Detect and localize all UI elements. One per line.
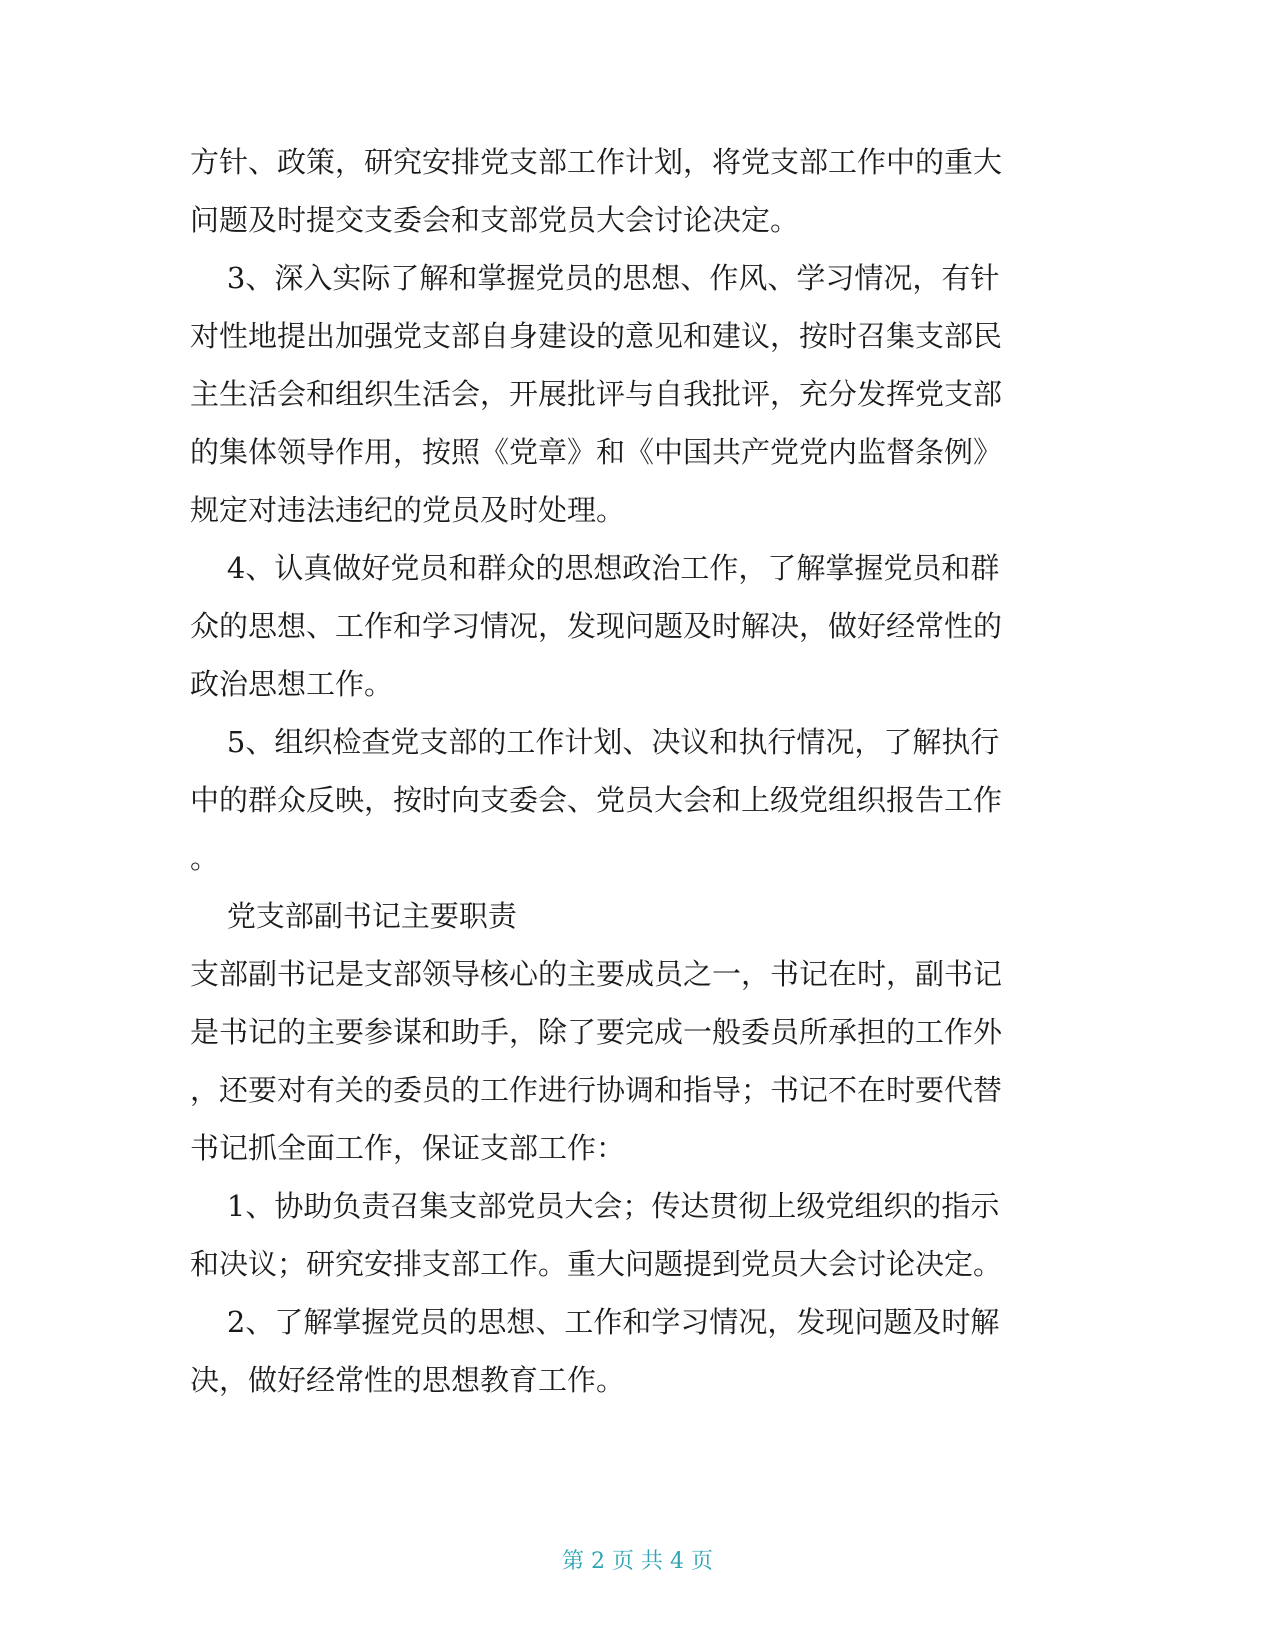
text-line: 书记抓全面工作，保证支部工作： bbox=[190, 1131, 626, 1165]
text-line: 决，做好经常性的思想教育工作。 bbox=[190, 1363, 626, 1397]
text-line: 支部副书记是支部领导核心的主要成员之一，书记在时，副书记 bbox=[190, 957, 1003, 991]
text-line: 对性地提出加强党支部自身建设的意见和建议，按时召集支部民 bbox=[190, 319, 1003, 353]
text-line: 和决议；研究安排支部工作。重大问题提到党员大会讨论决定。 bbox=[190, 1247, 1003, 1281]
page-number-footer: 第 2 页 共 4 页 bbox=[562, 1549, 713, 1574]
text-line: 中的群众反映，按时向支委会、党员大会和上级党组织报告工作 bbox=[190, 783, 1003, 817]
text-line: 方针、政策，研究安排党支部工作计划，将党支部工作中的重大 bbox=[190, 145, 1003, 179]
text-line: 4、认真做好党员和群众的思想政治工作，了解掌握党员和群 bbox=[190, 551, 1000, 585]
section-heading: 党支部副书记主要职责 bbox=[190, 899, 517, 933]
text-line: 众的思想、工作和学习情况，发现问题及时解决，做好经常性的 bbox=[190, 609, 1003, 643]
text-line: 是书记的主要参谋和助手，除了要完成一般委员所承担的工作外 bbox=[190, 1015, 1003, 1049]
text-line: 3、深入实际了解和掌握党员的思想、作风、学习情况，有针 bbox=[190, 261, 1000, 295]
text-line: 规定对违法违纪的党员及时处理。 bbox=[190, 493, 626, 527]
text-line: 2、了解掌握党员的思想、工作和学习情况，发现问题及时解 bbox=[190, 1305, 1000, 1339]
text-line: 问题及时提交支委会和支部党员大会讨论决定。 bbox=[190, 203, 800, 237]
text-line: 。 bbox=[190, 841, 220, 875]
text-line: 的集体领导作用，按照《党章》和《中国共产党党内监督条例》 bbox=[190, 435, 1003, 469]
text-line: 5、组织检查党支部的工作计划、决议和执行情况，了解执行 bbox=[190, 725, 1000, 759]
text-line: 政治思想工作。 bbox=[190, 667, 394, 701]
text-line: 1、协助负责召集支部党员大会；传达贯彻上级党组织的指示 bbox=[190, 1189, 1000, 1223]
text-line: 主生活会和组织生活会，开展批评与自我批评，充分发挥党支部 bbox=[190, 377, 1003, 411]
text-line: ，还要对有关的委员的工作进行协调和指导；书记不在时要代替 bbox=[190, 1073, 1003, 1107]
